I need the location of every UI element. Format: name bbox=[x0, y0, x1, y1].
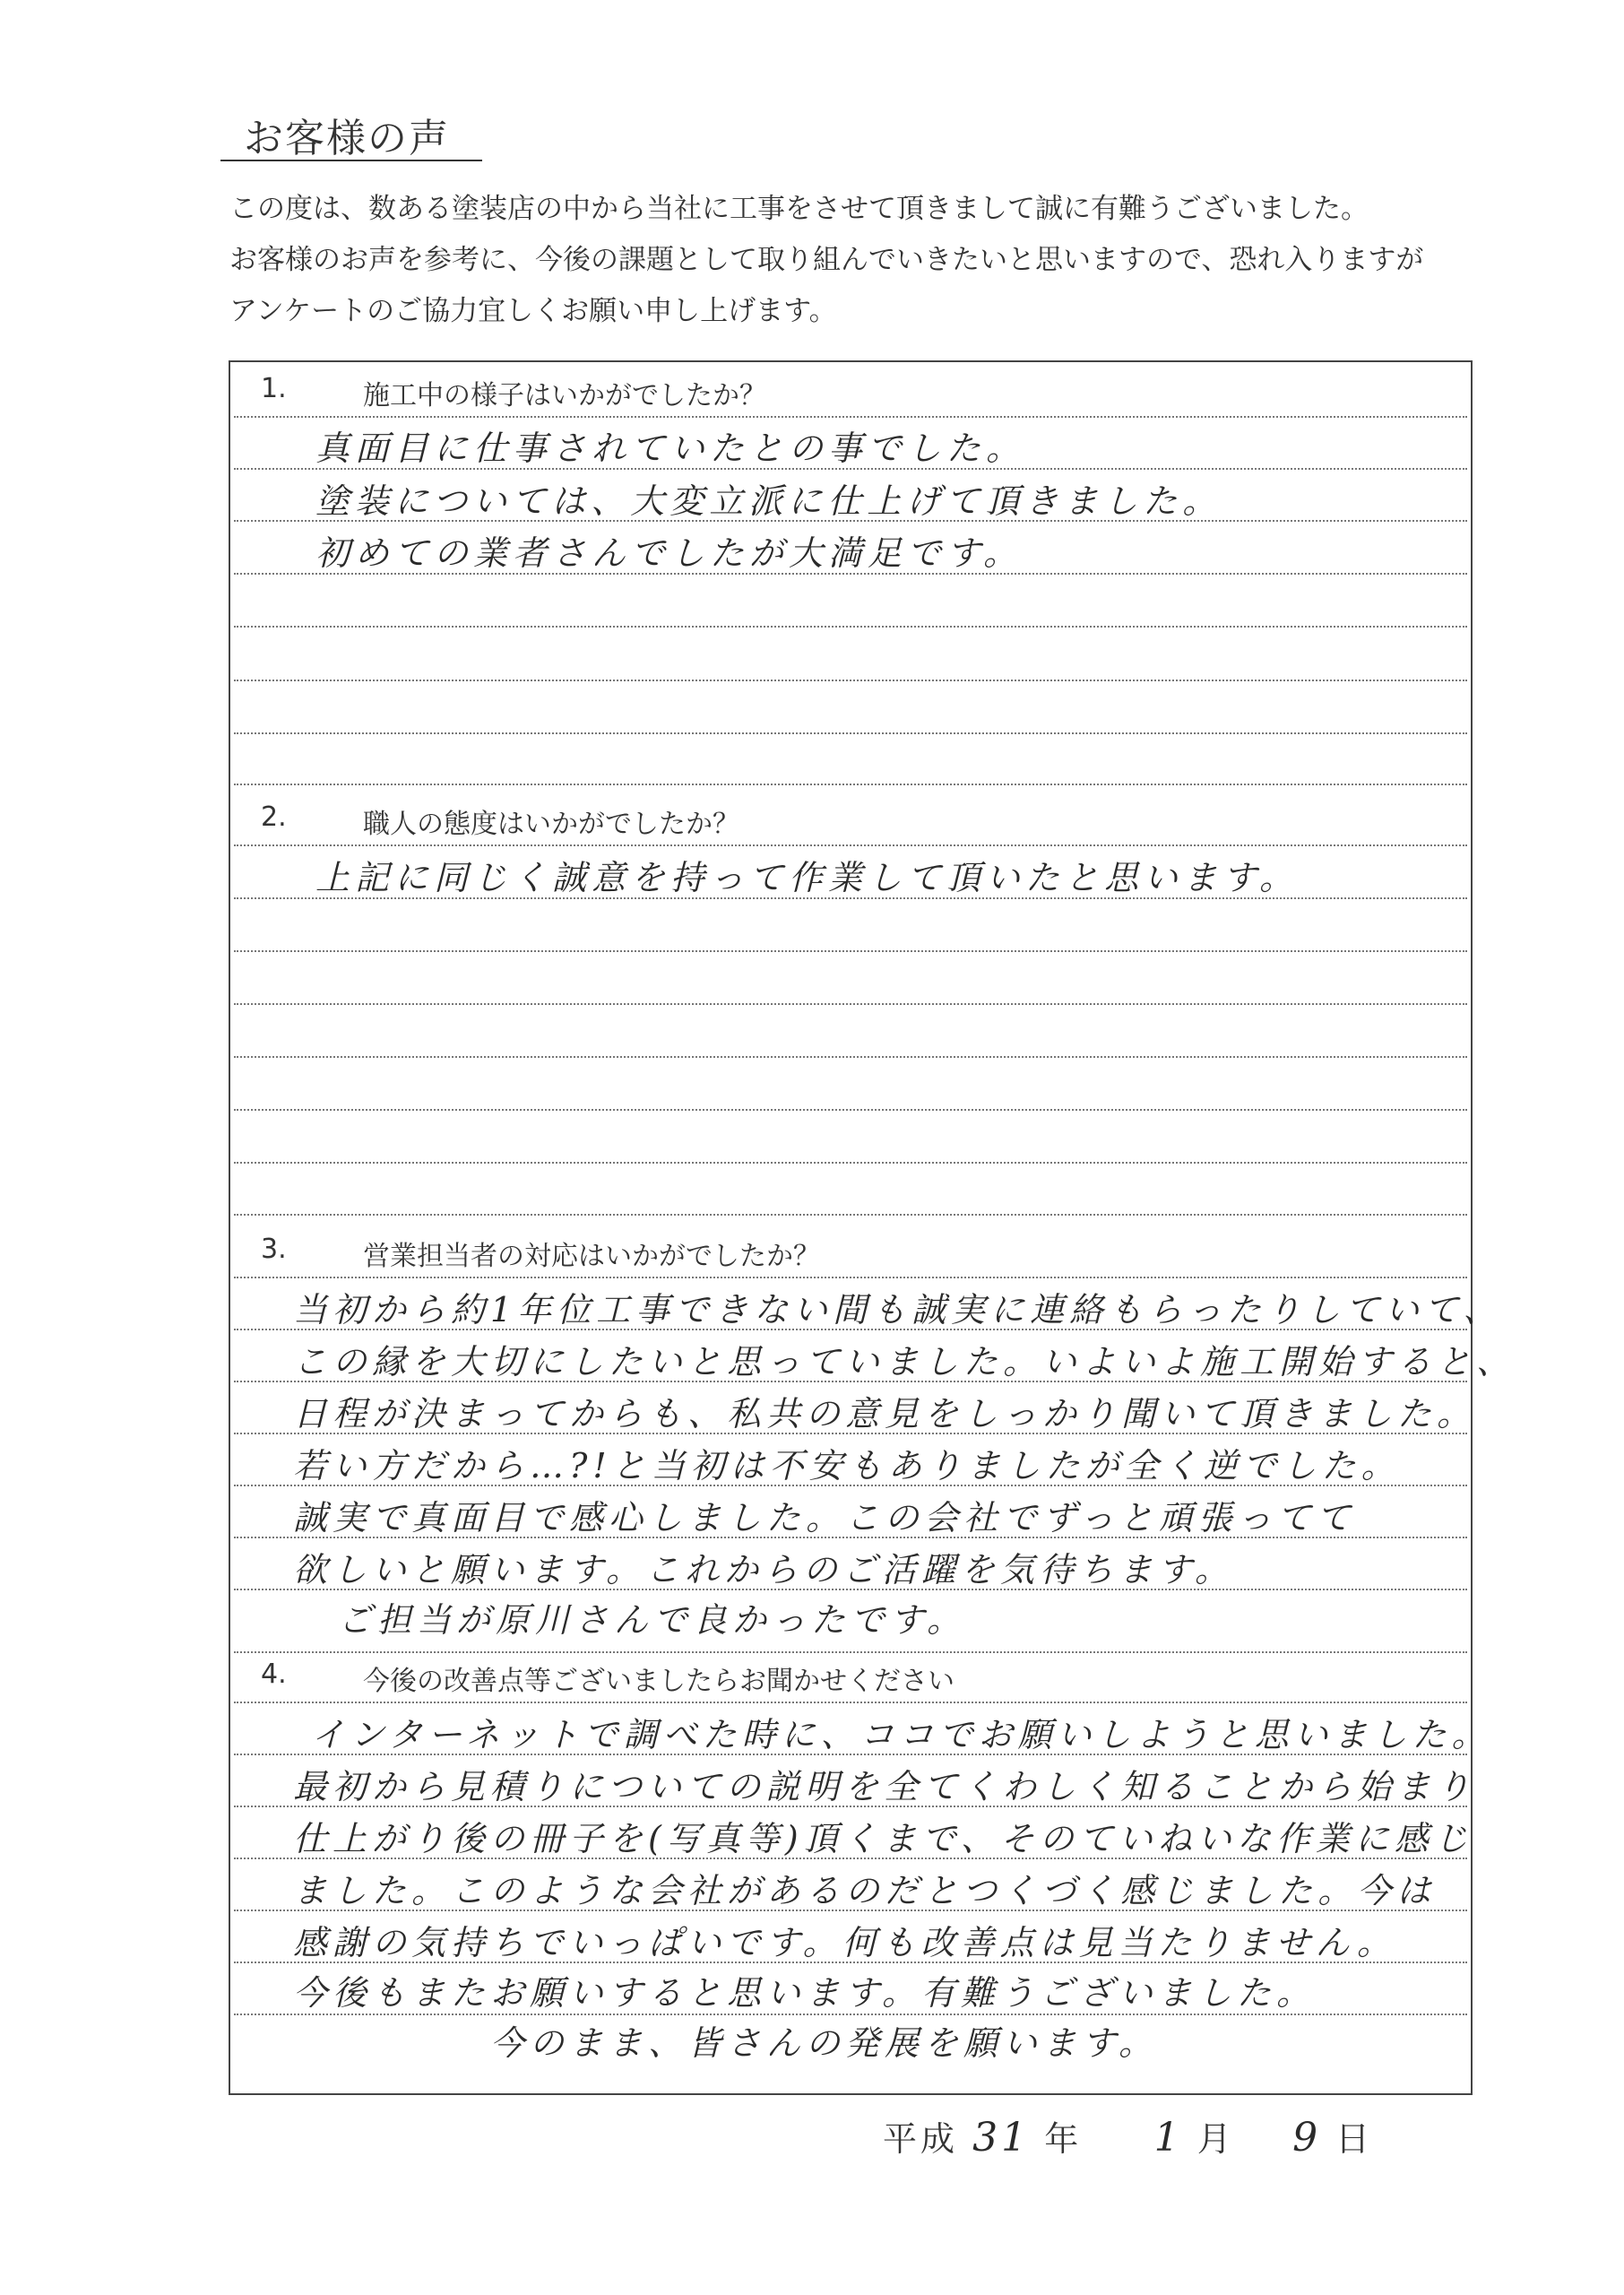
writing-line bbox=[234, 1433, 1467, 1434]
answer-line: 日程が決まってからも、私共の意見をしっかり聞いて頂きました。 bbox=[293, 1394, 1477, 1433]
question-3-section bbox=[230, 1223, 1516, 1653]
writing-line bbox=[234, 732, 1467, 734]
question-text: 今後の改善点等ございましたらお聞かせください bbox=[363, 1666, 955, 1697]
answer-line: 最初から見積りについての説明を全てくわしく知ることから始まり bbox=[293, 1767, 1476, 1806]
answer-line: 初めての業者さんでしたが大満足です。 bbox=[315, 533, 1023, 573]
answer-line: 誠実で真面目で感心しました。この会社でずっと頑張ってて bbox=[293, 1498, 1356, 1537]
question-4-section bbox=[230, 1651, 1491, 2095]
writing-line bbox=[234, 1485, 1467, 1486]
answer-line: 若い方だから…?!と当初は不安もありましたが全く逆でした。 bbox=[293, 1446, 1401, 1485]
answer-line: 今後もまたお願いすると思います。有難うございました。 bbox=[293, 1973, 1316, 2013]
date-day-label: 日 bbox=[1335, 2119, 1374, 2159]
answer-line: 仕上がり後の冊子を(写真等)頂くまで、そのていねいな作業に感じ bbox=[293, 1819, 1473, 1858]
writing-line bbox=[234, 1651, 1467, 1653]
writing-line bbox=[234, 520, 1467, 522]
writing-line bbox=[234, 468, 1467, 470]
writing-line bbox=[234, 1589, 1467, 1590]
date-era: 平成 bbox=[883, 2119, 959, 2159]
question-2-section bbox=[230, 791, 1471, 1225]
answer-line: この縁を大切にしたいと思っていました。いよいよ施工開始すると、 bbox=[293, 1342, 1516, 1381]
writing-line bbox=[234, 626, 1467, 628]
intro-line: この度は、数ある塗装店の中から当社に工事をさせて頂きまして誠に有難うございました。 bbox=[229, 193, 1369, 225]
writing-line bbox=[234, 1537, 1467, 1538]
answer-line: 上記に同じく誠意を持って作業して頂いたと思います。 bbox=[315, 858, 1299, 897]
writing-line bbox=[234, 1806, 1467, 1807]
writing-line bbox=[234, 1109, 1467, 1111]
date-month: 1 bbox=[1153, 2115, 1183, 2161]
writing-line bbox=[234, 1277, 1467, 1278]
intro-line: お客様のお声を参考に、今後の課題として取り組んでいきたいと思いますので、恐れ入りますが bbox=[229, 244, 1424, 276]
writing-line bbox=[234, 1329, 1467, 1330]
writing-line bbox=[234, 1056, 1467, 1058]
question-number: 2. bbox=[261, 801, 287, 833]
survey-form bbox=[229, 360, 1516, 2095]
answer-line: ご担当が原川さんで良かったです。 bbox=[338, 1600, 966, 1640]
title-underline bbox=[220, 160, 482, 161]
writing-line bbox=[234, 573, 1467, 575]
answer-line: 真面目に仕事されていたとの事でした。 bbox=[315, 429, 1026, 468]
answer-line: 欲しいと願います。これからのご活躍を気待ちます。 bbox=[293, 1550, 1234, 1589]
writing-line bbox=[234, 1003, 1467, 1005]
writing-line bbox=[234, 1214, 1467, 1216]
question-number: 3. bbox=[261, 1234, 287, 1265]
answer-line: 当初から約1年位工事できない間も誠実に連絡もらったりしていて、 bbox=[293, 1290, 1503, 1329]
writing-line bbox=[234, 1381, 1467, 1382]
survey-date bbox=[883, 2111, 1373, 2161]
answer-line: 塗装については、大変立派に仕上げて頂きました。 bbox=[315, 481, 1222, 521]
date-day: 9 bbox=[1292, 2115, 1322, 2161]
writing-line bbox=[234, 784, 1467, 785]
answer-line: 感謝の気持ちでいっぱいです。何も改善点は見当たりません。 bbox=[293, 1923, 1396, 1962]
writing-line bbox=[234, 1910, 1467, 1911]
answer-line: ました。このような会社があるのだとつくづく感じました。今は bbox=[293, 1871, 1437, 1910]
question-number: 1. bbox=[261, 373, 287, 404]
date-year: 31 bbox=[972, 2115, 1031, 2161]
writing-line bbox=[234, 416, 1467, 418]
writing-line bbox=[234, 1858, 1467, 1859]
writing-line bbox=[234, 1754, 1467, 1755]
question-text: 営業担当者の対応はいかがでしたか？ bbox=[363, 1241, 820, 1272]
question-text: 職人の態度はいかがでしたか？ bbox=[363, 809, 739, 840]
writing-line bbox=[234, 1702, 1467, 1703]
writing-line bbox=[234, 897, 1467, 899]
writing-line bbox=[234, 1162, 1467, 1164]
writing-line bbox=[234, 844, 1467, 846]
writing-line bbox=[234, 680, 1467, 681]
question-1-section bbox=[230, 362, 1471, 792]
answer-line: インターネットで調べた時に、ココでお願いしようと思いました。 bbox=[311, 1715, 1491, 1754]
question-number: 4. bbox=[261, 1658, 287, 1690]
writing-line bbox=[234, 1962, 1467, 1963]
date-year-label: 年 bbox=[1044, 2119, 1083, 2159]
question-text: 施工中の様子はいかがでしたか？ bbox=[363, 380, 766, 411]
date-month-label: 月 bbox=[1196, 2119, 1235, 2159]
page-title: お客様の声 bbox=[244, 116, 450, 161]
intro-line: アンケートのご協力宜しくお願い申し上げます。 bbox=[229, 295, 837, 327]
answer-line: 今のまま、皆さんの発展を願います。 bbox=[490, 2023, 1158, 2063]
writing-line bbox=[234, 950, 1467, 952]
intro-text bbox=[229, 184, 1423, 337]
